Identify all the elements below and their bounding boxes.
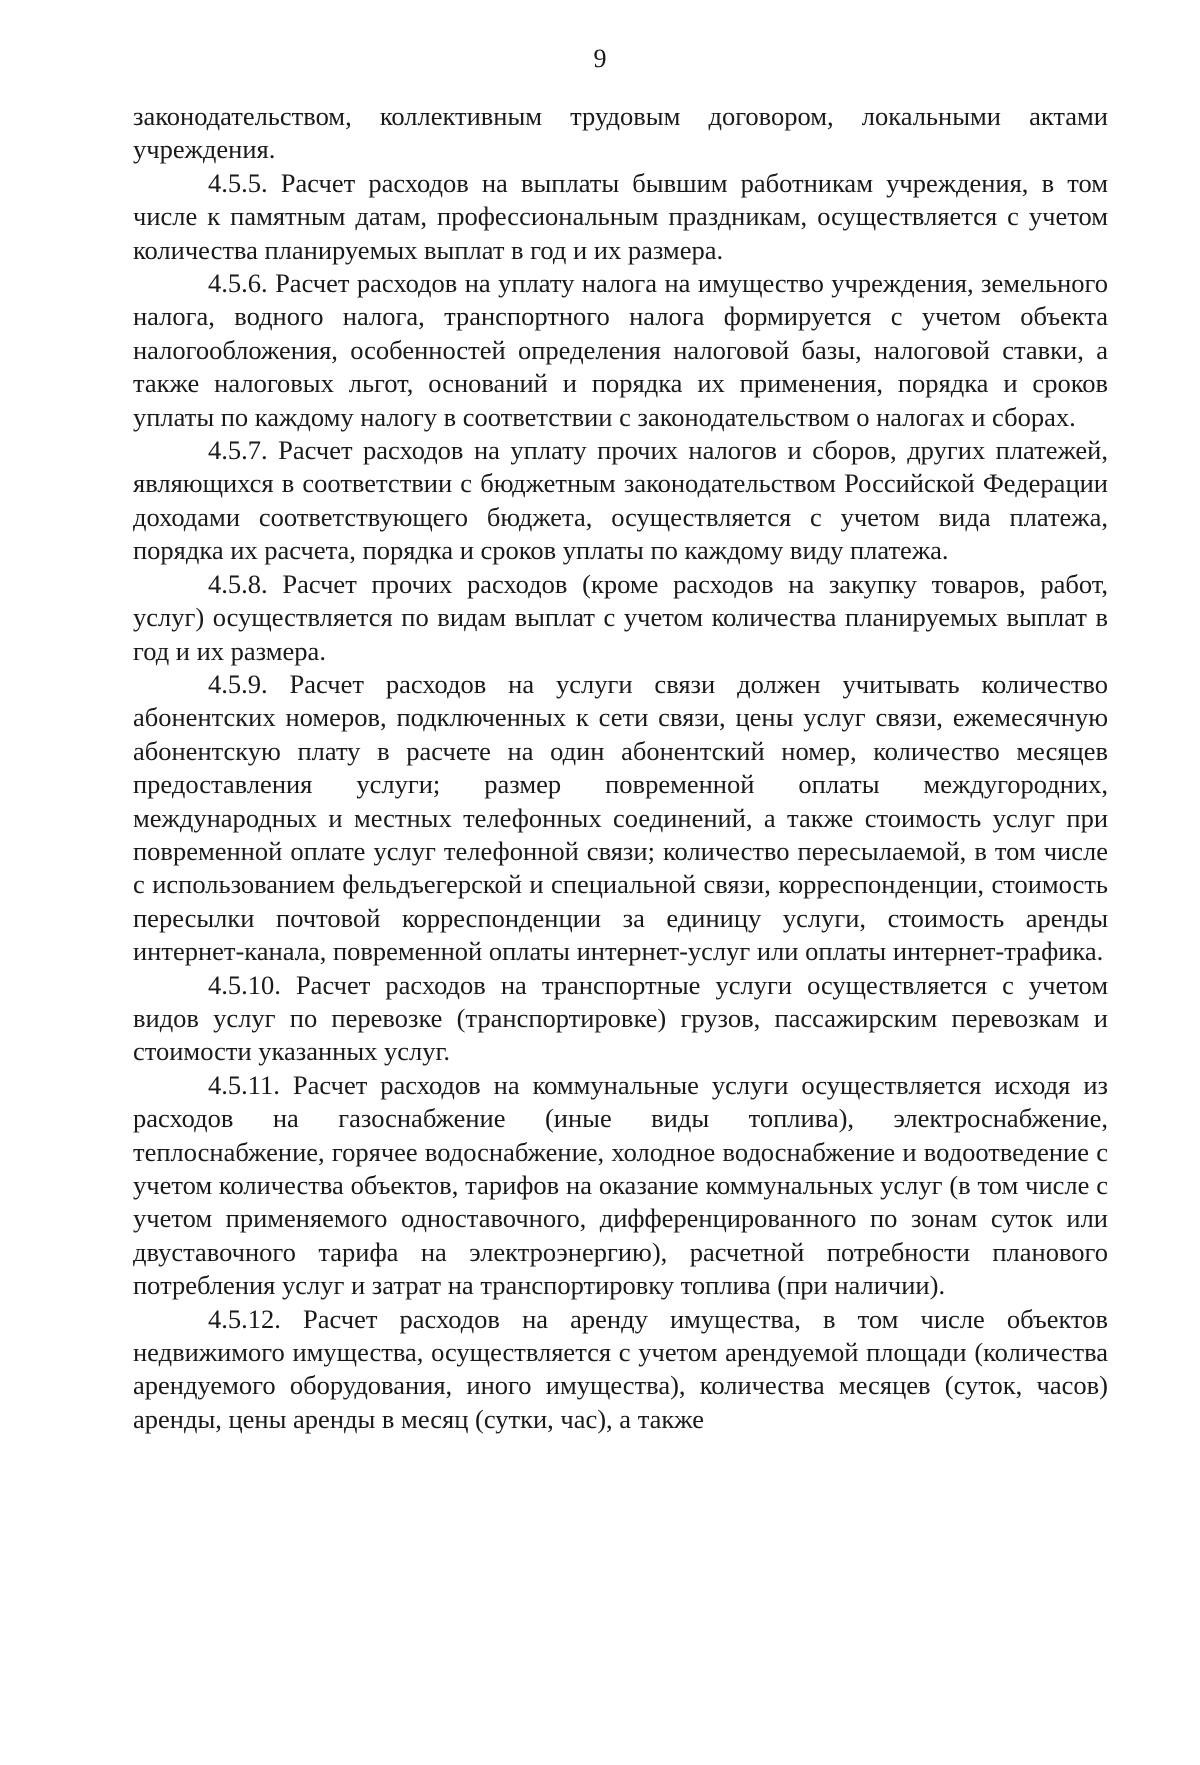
document-body [133,100,1108,1436]
paragraph-4-5-10: 4.5.10. Расчет расходов на транспортные услуги осуществляется с учетом видов услуг по перевозке (транспортировке) грузов, пассажирским перевозкам и стоимости указанных услуг. [133,969,1108,1067]
paragraph-continuation: законодательством, коллективным трудовым договором, локальными актами учреждения. [133,101,1108,165]
page-number: 9 [593,44,607,73]
paragraph-4-5-7: 4.5.7. Расчет расходов на уплату прочих налогов и сборов, других платежей, являющихся в соответствии с бюджетным законодательством Российской Федерации доходами соответствующего бюджета, осуществляется с учетом вида платежа, порядка их расчета, порядка и сроков уплаты по каждому виду платежа. [133,435,1108,566]
paragraph-4-5-12: 4.5.12. Расчет расходов на аренду имущества, в том числе объектов недвижимого имущества, осуществляется с учетом арендуемой площади (количества арендуемого оборудования, иного имущества), количества месяцев (суток, часов) аренды, цены аренды в месяц (сутки, час), а также [133,1303,1108,1434]
paragraph-4-5-5: 4.5.5. Расчет расходов на выплаты бывшим работникам учреждения, в том числе к памятным датам, профессиональным праздникам, осуществляется с учетом количества планируемых выплат в год и их размера. [133,167,1108,265]
paragraph-4-5-6: 4.5.6. Расчет расходов на уплату налога на имущество учреждения, земельного налога, водного налога, транспортного налога формируется с учетом объекта налогообложения, особенностей определения налоговой базы, налоговой ставки, а также налоговых льгот, оснований и порядка их применения, порядка и сроков уплаты по каждому налогу в соответствии с законодательством о налогах и сборах. [133,268,1108,432]
paragraph-4-5-8: 4.5.8. Расчет прочих расходов (кроме расходов на закупку товаров, работ, услуг) осуществляется по видам выплат с учетом количества планируемых выплат в год и их размера. [133,568,1108,666]
paragraph-4-5-11: 4.5.11. Расчет расходов на коммунальные услуги осуществляется исходя из расходов на газоснабжение (иные виды топлива), электроснабжение, теплоснабжение, горячее водоснабжение, холодное водоснабжение и водоотведение с учетом количества объектов, тарифов на оказание коммунальных услуг (в том числе с учетом применяемого одноставочного, дифференцированного по зонам суток или двуставочного тарифа на электроэнергию), расчетной потребности планового потребления услуг и затрат на транспортировку топлива (при наличии). [133,1069,1108,1301]
paragraph-4-5-9: 4.5.9. Расчет расходов на услуги связи должен учитывать количество абонентских номеров, подключенных к сети связи, цены услуг связи, ежемесячную абонентскую плату в расчете на один абонентский номер, количество месяцев предоставления услуги; размер повременной оплаты междугородних, международных и местных телефонных соединений, а также стоимость услуг при повременной оплате услуг телефонной связи; количество пересылаемой, в том числе с использованием фельдъегерской и специальной связи, корреспонденции, стоимость пересылки почтовой корреспонденции за единицу услуги, стоимость аренды интернет-канала, повременной оплаты интернет-услуг или оплаты интернет-трафика. [133,668,1108,967]
